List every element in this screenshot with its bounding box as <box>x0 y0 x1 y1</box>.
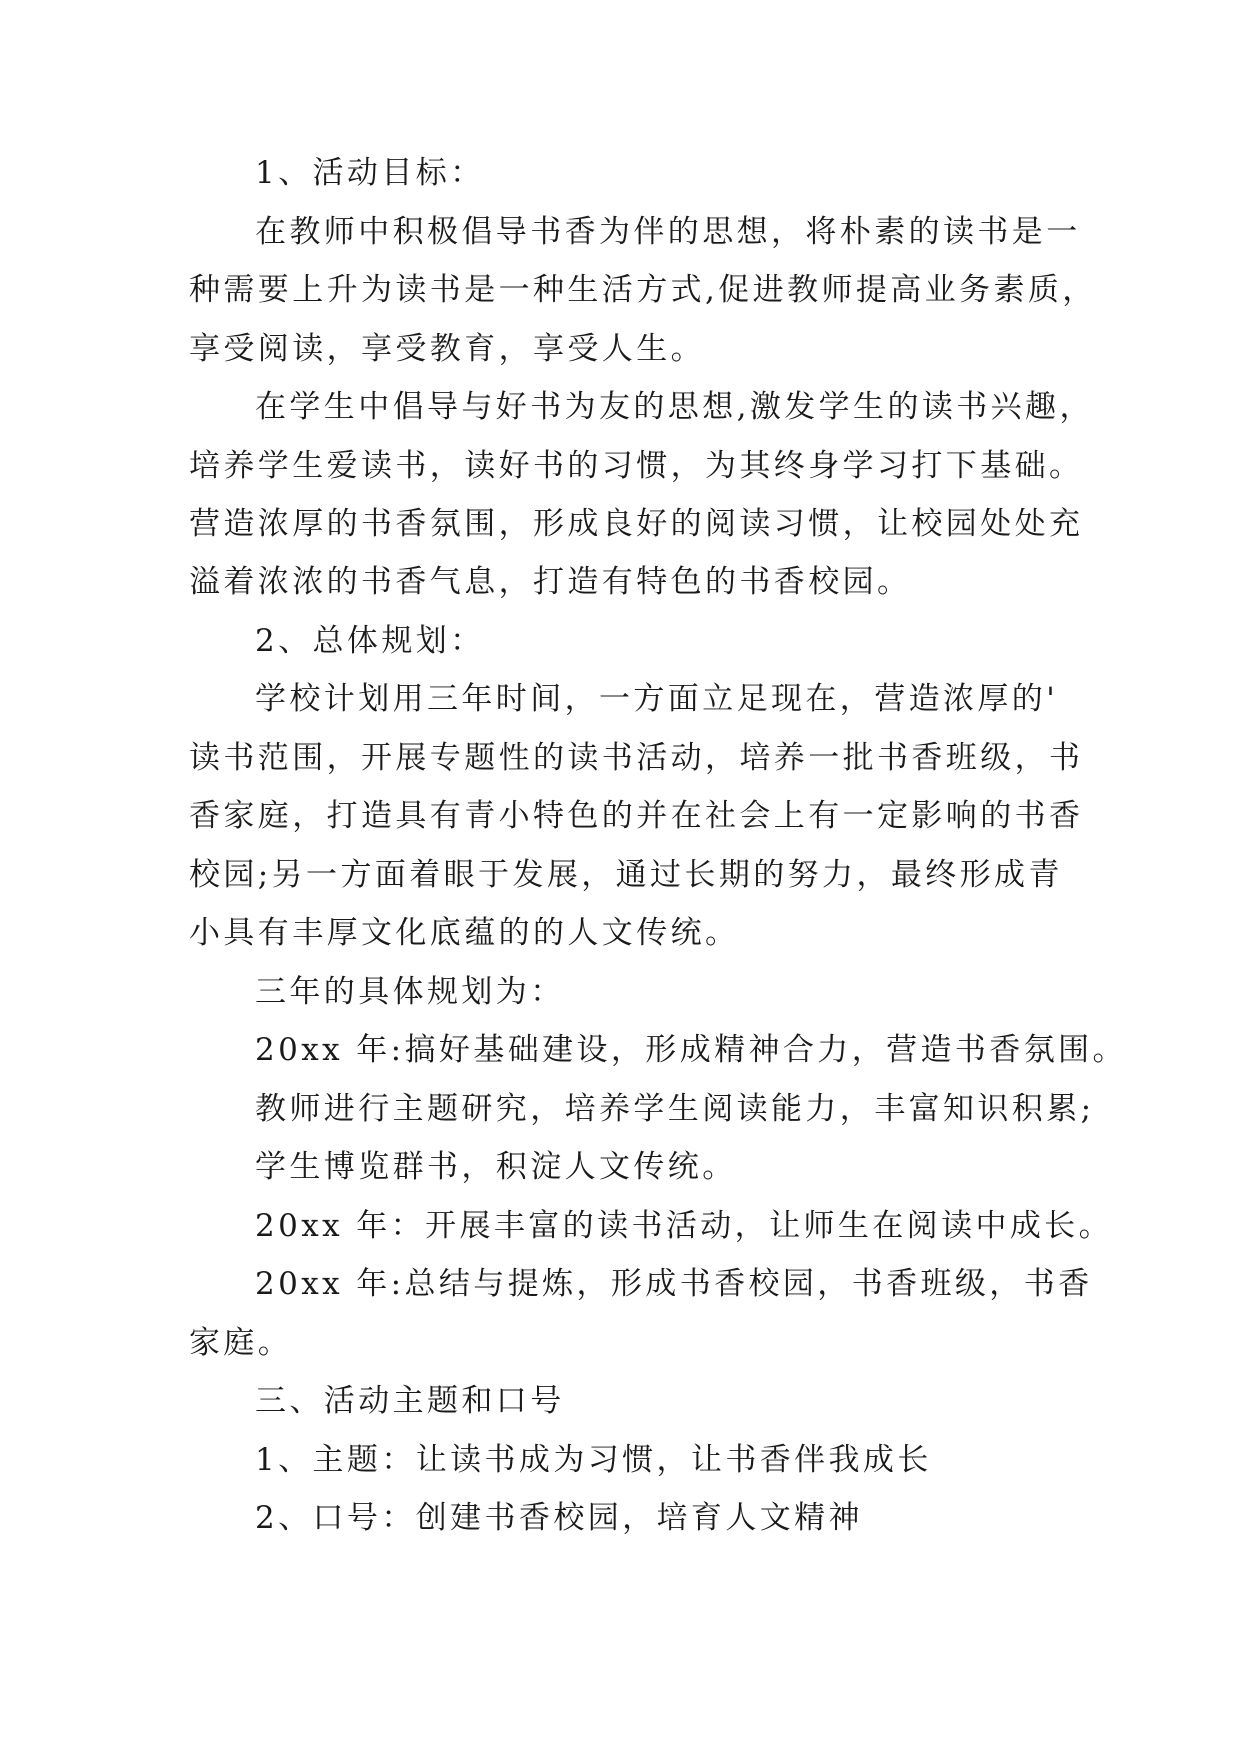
paragraph-line: 溢着浓浓的书香气息，打造有特色的书香校园。 <box>189 564 912 600</box>
paragraph-line: 在教师中积极倡导书香为伴的思想，将朴素的读书是一 <box>255 214 1081 250</box>
paragraph-line: 读书范围，开展专题性的读书活动，培养一批书香班级，书 <box>189 740 1084 776</box>
paragraph-line: 种需要上升为读书是一种生活方式,促进教师提高业务素质， <box>189 272 1097 308</box>
paragraph-line: 小具有丰厚文化底蕴的的人文传统。 <box>189 915 740 951</box>
paragraph-line: 20xx 年：开展丰富的读书活动，让师生在阅读中成长。 <box>255 1208 1114 1244</box>
paragraph-line: 三年的具体规划为： <box>255 974 565 1010</box>
paragraph-line: 校园;另一方面着眼于发展，通过长期的努力，最终形成青 <box>189 857 1063 893</box>
heading-theme-and-slogan: 三、活动主题和口号 <box>255 1383 565 1419</box>
paragraph-line: 学生博览群书，积淀人文传统。 <box>255 1149 737 1185</box>
paragraph-line: 享受阅读，享受教育，享受人生。 <box>189 331 705 367</box>
paragraph-line: 培养学生爱读书，读好书的习惯，为其终身学习打下基础。 <box>189 448 1084 484</box>
paragraph-line: 20xx 年:搞好基础建设，形成精神合力，营造书香氛围。 <box>255 1032 1127 1068</box>
paragraph-line: 学校计划用三年时间，一方面立足现在，营造浓厚的' <box>255 681 1059 717</box>
paragraph-line: 香家庭，打造具有青小特色的并在社会上有一定影响的书香 <box>189 798 1084 834</box>
paragraph-line: 20xx 年:总结与提炼，形成书香校园，书香班级，书香 <box>255 1266 1093 1302</box>
paragraph-line: 家庭。 <box>189 1325 293 1361</box>
heading-activity-goals: 1、活动目标： <box>255 155 485 191</box>
paragraph-line: 教师进行主题研究，培养学生阅读能力，丰富知识积累; <box>255 1091 1095 1127</box>
heading-overall-plan: 2、总体规划： <box>255 623 485 659</box>
paragraph-line: 2、口号：创建书香校园，培育人文精神 <box>255 1500 863 1536</box>
paragraph-line: 1、主题：让读书成为习惯，让书香伴我成长 <box>255 1442 932 1478</box>
paragraph-line: 营造浓厚的书香氛围，形成良好的阅读习惯，让校园处处充 <box>189 506 1084 542</box>
paragraph-line: 在学生中倡导与好书为友的思想,激发学生的读书兴趣， <box>255 389 1094 425</box>
